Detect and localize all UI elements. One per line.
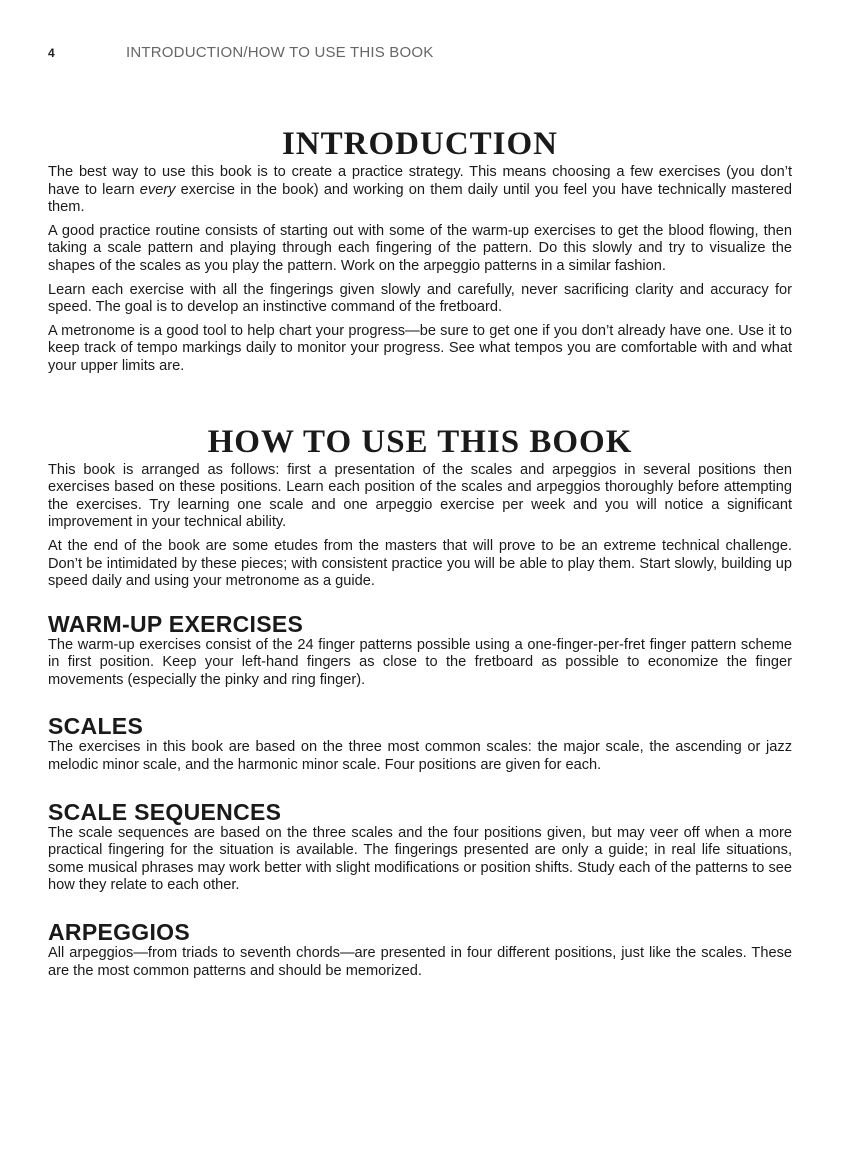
introduction-paragraph-2: A good practice routine consists of starting out with some of the warm-up exercises to get the blood flowing, then taking a scale pattern and playing through each fingering of the pattern. Do this slowly and try to visualize the shapes of the scales as you play the pattern. Work on the arpeggio patterns in a similar fashion.	[48, 222, 792, 274]
how-to-use-section	[48, 422, 792, 591]
page-content	[48, 124, 792, 986]
arpeggios-section	[48, 919, 792, 980]
introduction-section	[48, 124, 792, 376]
how-to-use-paragraph-2: At the end of the book are some etudes from the masters that will prove to be an extreme technical challenge. Don’t be intimidated by these pieces; with consistent practice you will be able to play them. Start slowly, building up speed daily and using your metronome as a guide.	[48, 537, 792, 590]
running-title: INTRODUCTION/HOW TO USE THIS BOOK	[126, 44, 434, 61]
scale-sequences-section	[48, 799, 792, 895]
paragraph-text: exercise in the book) and working on them daily until you feel you have technically mastered them.	[48, 181, 792, 216]
introduction-paragraph-1	[48, 164, 792, 217]
scales-paragraph: The exercises in this book are based on the three most common scales: the major scale, the ascending or jazz melodic minor scale, and the harmonic minor scale. Four positions are given for each.	[48, 739, 792, 774]
how-to-use-paragraph-1: This book is arranged as follows: first a presentation of the scales and arpeggios in several positions then exercises based on these positions. Learn each position of the scales and arpeggios thoroughly before attempting the exercises. Try learning one scale and one arpeggio exercise per week and you will notice a significant improvement in your technical ability.	[48, 461, 792, 531]
introduction-heading: INTRODUCTION	[281, 126, 559, 162]
page-number: 4	[48, 46, 55, 60]
scale-sequences-paragraph: The scale sequences are based on the three scales and the four positions given, but may veer off when a more practical fingering for the situation is available. The fingerings presented are only a guide; in real life situations, some musical phrases may work better with slight modifications or position shifts. Study each of the patterns to see how they relate to each other.	[48, 824, 792, 894]
warm-up-exercises-heading: WARM-UP EXERCISES	[48, 610, 304, 637]
arpeggios-heading: ARPEGGIOS	[48, 919, 191, 946]
warm-up-exercises-section	[48, 611, 792, 690]
arpeggios-paragraph: All arpeggios—from triads to seventh chords—are presented in four different positions, just like the scales. These are the most common patterns and should be memorized.	[48, 945, 792, 979]
introduction-paragraph-3: Learn each exercise with all the fingerings given slowly and carefully, never sacrificing clarity and accuracy for speed. The goal is to develop an instinctive command of the fretboard.	[48, 281, 792, 316]
scale-sequences-heading: SCALE SEQUENCES	[48, 798, 282, 825]
introduction-paragraph-4: A metronome is a good tool to help chart your progress—be sure to get one if you don’t already have one. Use it to keep track of tempo markings daily to monitor your progress. See what tempos you are comfortable with and what your upper limits are.	[48, 322, 792, 374]
running-head	[0, 44, 864, 64]
warm-up-exercises-paragraph: The warm-up exercises consist of the 24 finger patterns possible using a one-finger-per-fret finger pattern scheme in first position. Keep your left-hand fingers as close to the fretboard as possible to economize the finger movements (especially the pinky and ring finger).	[48, 636, 792, 688]
scales-section	[48, 713, 792, 774]
how-to-use-heading: HOW TO USE THIS BOOK	[207, 423, 633, 460]
scales-heading: SCALES	[48, 713, 144, 740]
paragraph-text: The best way to use this book is to create a practice strategy. This means choosing a few exercises (you don’t have to learn	[48, 164, 792, 198]
emphasis-text: every	[139, 181, 176, 198]
